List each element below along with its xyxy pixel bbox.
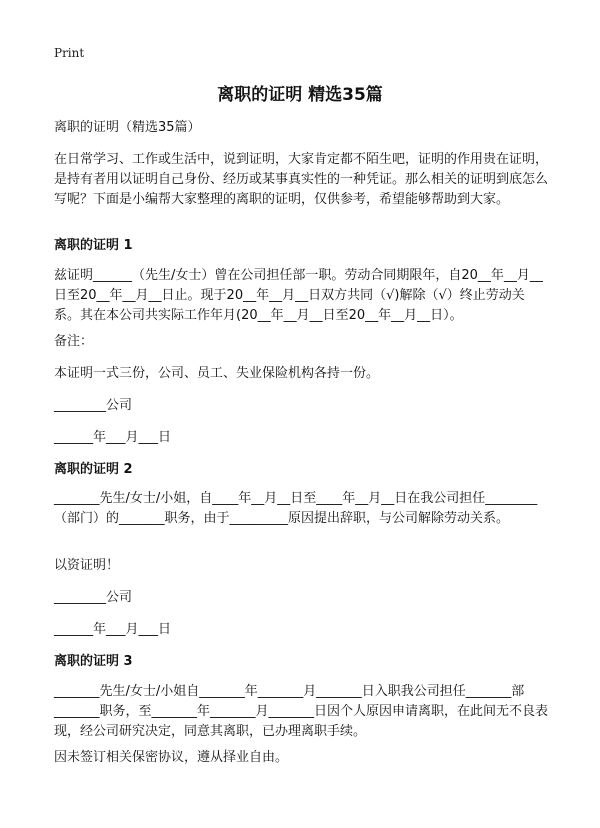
company-signature-line: ________公司 [54, 398, 133, 413]
document-title: 离职的证明 精选35篇 [217, 85, 383, 105]
section-heading: 离职的证明 2 [54, 462, 133, 477]
intro-paragraph: 在日常学习、工作或生活中，说到证明，大家肯定都不陌生吧，证明的作用贵在证明，是持有者用以证明自己身份、经历或某事真实性的一种凭证。那么相关的证明到底怎么写呢？下面是小编帮大家整理的离职的证明，仅供参考，希望能够帮助到大家。 [54, 152, 549, 207]
section-paragraph: 备注： [54, 334, 94, 349]
date-line: ______年___月___日 [54, 430, 172, 445]
section-paragraph: 本证明一式三份，公司、员工、失业保险机构各持一份。 [54, 366, 380, 381]
company-signature-line: ________公司 [54, 590, 133, 605]
section-paragraph: _______先生/女士/小姐自_______年_______月_______日入职我公司担任_______部_______职务，至_______年_______月_______日因个人原因申请离职，在此间无不良表现，经公司研究决定，同意其离职，已办理离职手续。 [54, 684, 549, 739]
section-paragraph: 因未签订相关保密协议，遵从择业自由。 [54, 750, 289, 765]
section-heading: 离职的证明 1 [54, 238, 133, 253]
section-paragraph: 以资证明！ [54, 558, 120, 573]
section-paragraph: 兹证明______（先生/女士）曾在公司担任部一职。劳动合同期限年，自20__年__月__日至20__年__月__日止。现于20__年__月__日双方共同（√)解除（√）终止劳动关系。其在本公司共实际工作年月(20__年__月__日至20__年__月__日）。 [54, 268, 543, 323]
print-link[interactable]: Print [54, 46, 85, 60]
document-subtitle: 离职的证明（精选35篇） [54, 120, 201, 135]
section-heading: 离职的证明 3 [54, 654, 133, 669]
date-line: ______年___月___日 [54, 622, 172, 637]
section-paragraph: _______先生/女士/小姐，自____年__月__日至____年__月__日在我公司担任________（部门）的_______职务，由于_________原因提出辞职，与公司解除劳动关系。 [54, 491, 538, 526]
